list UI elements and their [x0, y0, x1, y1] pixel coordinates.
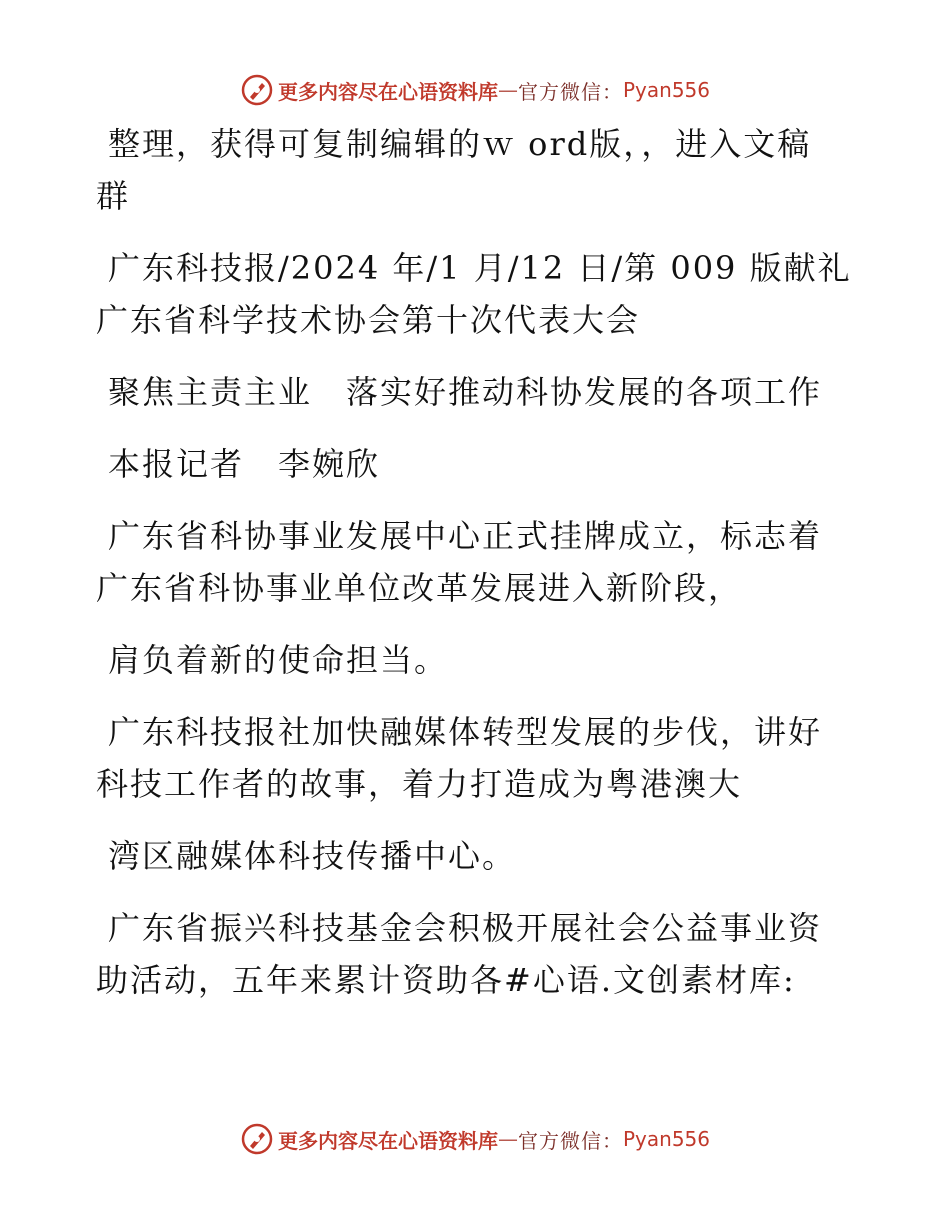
- text-line: 广东省科学技术协会第十次代表大会: [96, 301, 641, 339]
- text-line: 广东省振兴科技基金会积极开展社会公益事业资: [108, 909, 823, 947]
- text-line: 广东省科协事业发展中心正式挂牌成立，标志着: [108, 517, 823, 555]
- banner-wechat-label: 官方微信：: [517, 79, 623, 104]
- banner-text: 更多内容尽在心语资料库: [277, 79, 498, 104]
- text-line: 群: [96, 177, 131, 215]
- paragraph: [96, 438, 856, 490]
- paragraph: [96, 242, 856, 346]
- banner-dash: —: [497, 78, 518, 102]
- banner-dash: —: [497, 1127, 518, 1151]
- text-line: 本报记者 李婉欣: [108, 445, 381, 483]
- paragraph: [96, 902, 856, 1006]
- header-watermark-banner: [0, 70, 950, 110]
- text-line: 整理，获得可复制编辑的ｗ ord版，，进入文稿: [108, 125, 812, 163]
- paragraph: [96, 830, 856, 882]
- paragraph: [96, 366, 856, 418]
- text-line: 科技工作者的故事，着力打造成为粤港澳大: [96, 765, 743, 803]
- footer-watermark-banner: [0, 1119, 950, 1159]
- paragraph: [96, 634, 856, 686]
- paragraph: [96, 118, 856, 222]
- document-body: [96, 118, 856, 1026]
- pen-logo-icon: [240, 73, 274, 107]
- text-line: 广东省科协事业单位改革发展进入新阶段，: [96, 569, 743, 607]
- banner-wechat-label: 官方微信：: [517, 1128, 623, 1153]
- text-line: 湾区融媒体科技传播中心。: [108, 837, 517, 875]
- paragraph: [96, 510, 856, 614]
- text-line: 广东科技报社加快融媒体转型发展的步伐，讲好: [108, 713, 823, 751]
- paragraph: [96, 706, 856, 810]
- text-line: 助活动，五年来累计资助各#心语.文创素材库:: [96, 961, 796, 999]
- pen-logo-icon: [240, 1122, 274, 1156]
- text-line: 聚焦主责主业 落实好推动科协发展的各项工作: [108, 373, 823, 411]
- banner-wechat-id: Pyan556: [622, 1127, 710, 1151]
- banner-wechat-id: Pyan556: [622, 78, 710, 102]
- banner-text: 更多内容尽在心语资料库: [277, 1128, 498, 1153]
- text-line: 广东科技报/2024 年/1 月/12 日/第 009 版献礼: [108, 249, 852, 287]
- text-line: 肩负着新的使命担当。: [108, 641, 449, 679]
